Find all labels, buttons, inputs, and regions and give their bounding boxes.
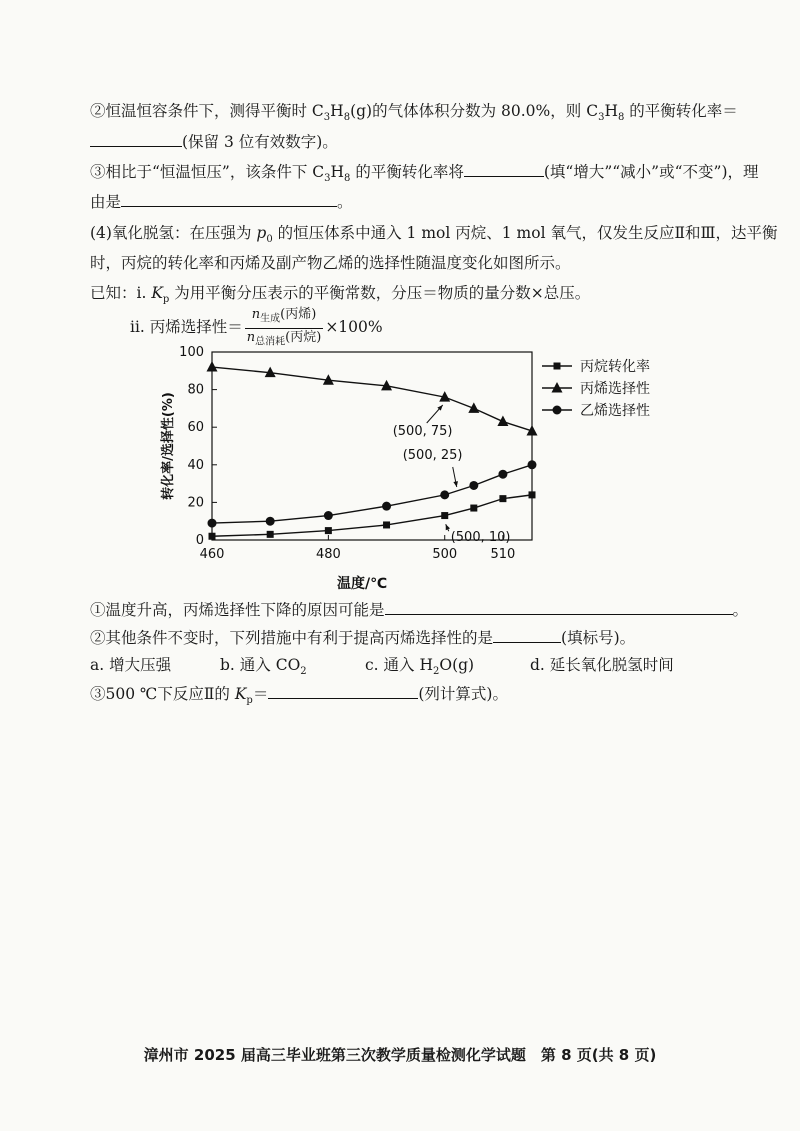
q3-prefix: ③相比于“恒温恒压”，该条件下 C	[90, 163, 325, 181]
q4-line2	[90, 252, 571, 274]
y-axis-label: 转化率/选择性(%)	[161, 392, 176, 500]
q4-line2-text: 时，丙烷的转化率和丙烯及副产物乙烯的选择性随温度变化如图所示。	[90, 254, 571, 272]
data-point-circle	[528, 460, 537, 469]
data-point-square	[209, 533, 216, 540]
y-tick-label: 40	[187, 457, 204, 473]
option-c-text: c. 通入 H	[365, 656, 433, 674]
legend-label: 丙烷转化率	[580, 359, 650, 375]
legend-label: 丙烯选择性	[580, 381, 650, 397]
series-line-circle	[212, 465, 532, 523]
legend-marker-triangle	[552, 382, 563, 393]
sub3-blank[interactable]	[268, 682, 418, 699]
q2-note: (保留 3 位有效数字)。	[182, 133, 338, 151]
q2-mid1: H	[330, 102, 344, 120]
q2-suffix: 的平衡转化率＝	[624, 102, 738, 120]
q3-mid2: 的平衡转化率将	[350, 163, 464, 181]
q4-line1	[90, 222, 777, 251]
known-prefix: 已知：ⅰ.	[90, 284, 152, 302]
y-tick-label: 0	[195, 533, 204, 548]
num-text: (丙烯)	[280, 307, 317, 322]
option-b-sub: 2	[300, 666, 307, 678]
plot-frame	[212, 352, 532, 540]
q2-line1	[90, 100, 738, 129]
sub3-eq: ＝	[252, 685, 269, 703]
series-line-triangle	[212, 367, 532, 431]
data-point-square	[267, 531, 274, 538]
option-a[interactable]: a. 增大压强	[90, 656, 172, 674]
annotation-label: (500, 25)	[402, 448, 463, 463]
data-point-circle	[324, 511, 333, 520]
data-point-circle	[498, 470, 507, 479]
data-point-square	[470, 505, 477, 512]
legend-marker-square	[554, 363, 561, 370]
option-b-text: b. 通入 CO	[220, 656, 301, 674]
q3-reason-label: 由是	[90, 193, 122, 211]
known-suffix: 为用平衡分压表示的平衡常数，分压＝物质的量分数×总压。	[169, 284, 591, 302]
q3-suffix: (填“增大”“减小”或“不变”)，理	[543, 163, 759, 181]
legend-marker-circle	[553, 406, 562, 415]
q2-mid3: H	[604, 102, 618, 120]
q2-mid2: (g)的气体体积分数为 80.0%，则 C	[350, 102, 599, 120]
y-tick-label: 60	[187, 420, 204, 436]
num-sub: 生成	[260, 313, 281, 325]
sub1-line	[90, 598, 748, 621]
sub2-blank[interactable]	[493, 626, 561, 643]
conversion-selectivity-chart	[150, 338, 690, 598]
q3-answer-blank[interactable]	[464, 160, 544, 177]
sel-prefix: ⅱ. 丙烯选择性＝	[130, 318, 243, 337]
num-n: n	[251, 307, 261, 322]
q3-sub-a: 3	[324, 173, 331, 185]
x-tick-label: 460	[199, 547, 225, 562]
option-c-suffix: O(g)	[439, 656, 475, 674]
q3-line1	[90, 160, 759, 190]
data-point-circle	[469, 481, 478, 490]
option-d[interactable]: d. 延长氧化脱氢时间	[530, 656, 674, 674]
data-point-triangle	[497, 416, 508, 427]
option-c[interactable]	[365, 654, 474, 683]
q4-prefix: (4)氧化脱氢：在压强为	[90, 224, 257, 242]
q2-line2	[90, 130, 338, 153]
known-kp: K	[151, 284, 163, 302]
data-point-square	[529, 491, 536, 498]
known-kp-sub: p	[162, 294, 170, 306]
q3-reason-blank[interactable]	[121, 190, 337, 207]
x-axis-label: 温度/℃	[336, 576, 388, 592]
data-point-square	[441, 512, 448, 519]
den-text: (丙烷)	[285, 329, 322, 345]
sub2-text: ②其他条件不变时，下列措施中有利于提高丙烯选择性的是	[90, 629, 494, 647]
sub3-line	[90, 682, 508, 712]
data-point-square	[499, 495, 506, 502]
q2-sub-d: 8	[617, 112, 625, 124]
data-point-square	[325, 527, 332, 534]
y-tick-label: 100	[179, 345, 204, 360]
option-b[interactable]	[220, 654, 307, 683]
x-tick-label: 480	[315, 547, 341, 562]
data-point-circle	[382, 502, 391, 511]
den-n: n	[246, 329, 256, 345]
y-tick-label: 80	[187, 382, 204, 398]
sub3-prefix: ③500 ℃下反应Ⅱ的	[90, 685, 235, 703]
y-tick-label: 20	[187, 495, 204, 511]
annotation-arrowhead	[453, 481, 458, 487]
sub1-text: ①温度升高，丙烯选择性下降的原因可能是	[90, 601, 385, 619]
q2-sub-a: 3	[323, 112, 331, 124]
x-tick-label: 510	[490, 547, 516, 562]
q2-prefix: ②恒温恒容条件下，测得平衡时 C	[90, 102, 324, 120]
q3-line2	[90, 190, 353, 213]
sub1-blank[interactable]	[385, 598, 733, 615]
sel-suffix: ×100%	[325, 318, 383, 337]
data-point-circle	[266, 517, 275, 526]
data-point-circle	[440, 490, 449, 499]
sub3-kp-sub: p	[246, 695, 253, 707]
annotation-label: (500, 75)	[392, 424, 453, 439]
legend-label: 乙烯选择性	[580, 403, 650, 419]
q4-p0-sub: 0	[266, 234, 273, 246]
sub3-kp: K	[234, 685, 247, 703]
page-footer: 漳州市 2025 届高三毕业班第三次教学质量检测化学试题 第 8 页(共 8 页)	[143, 1046, 657, 1064]
q4-p0: p	[256, 224, 267, 242]
q3-sub-b: 8	[344, 173, 351, 185]
q3-mid: H	[330, 163, 345, 181]
sub2-line	[90, 626, 635, 649]
x-tick-label: 500	[432, 547, 458, 562]
q2-sub-b: 8	[343, 112, 351, 124]
sub1-end: 。	[732, 601, 749, 619]
annotation-label: (500, 10)	[450, 530, 511, 546]
q2-answer-blank[interactable]	[90, 130, 182, 147]
data-point-circle	[208, 519, 217, 528]
q2-sub-c: 3	[598, 112, 605, 124]
option-c-sub: 2	[432, 666, 440, 678]
sub2-suffix: (填标号)。	[561, 629, 636, 647]
data-point-triangle	[207, 361, 218, 372]
q3-end: 。	[337, 193, 353, 211]
data-point-square	[383, 521, 390, 528]
den-sub: 总消耗	[255, 336, 286, 348]
sub3-suffix: (列计算式)。	[418, 685, 508, 703]
q4-suffix: 的恒压体系中通入 1 mol 丙烷、1 mol 氧气，仅发生反应Ⅱ和Ⅲ，达平衡	[272, 224, 778, 242]
